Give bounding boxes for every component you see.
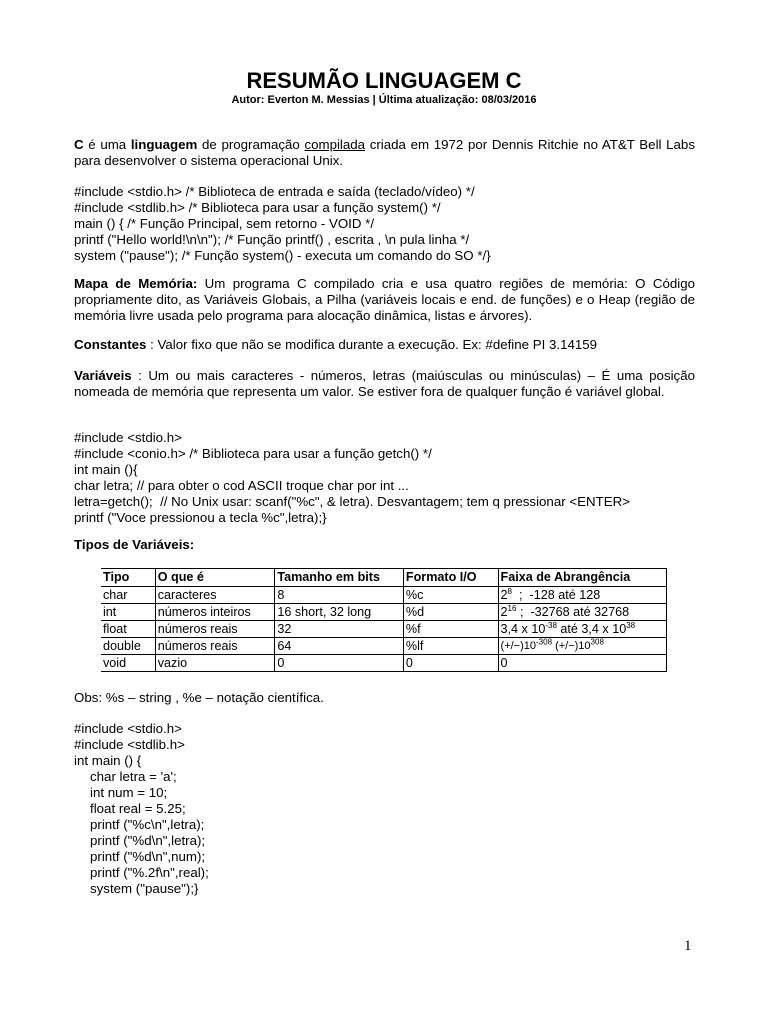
obs-note: Obs: %s – string , %e – notação científica.	[74, 690, 324, 705]
table-header-cell: O que é	[155, 569, 275, 587]
code-line: #include <stdlib.h> /* Biblioteca para usar a função system() */	[74, 200, 441, 215]
intro-text-1: é uma	[83, 137, 131, 152]
table-cell: 3,4 x $10^{-38}$ até 3,4 x $10^{38}$	[498, 621, 666, 638]
code-line: float real = 5.25;	[90, 801, 186, 816]
intro-text-2: de programação	[197, 137, 305, 152]
code-line: #include <conio.h> /* Biblioteca para usar a função getch() */	[74, 446, 432, 461]
intro-text-3: criada em 1972 por Dennis Ritchie no AT&T Bell Labs para desenvolver o sistema operacional Unix.	[74, 137, 695, 168]
mapa-memoria-label: Mapa de Memória:	[74, 276, 198, 291]
variaveis-text: : Um ou mais caracteres - números, letras (maiúsculas ou minúsculas) – É uma posição nomeada de memória que representa um valor. Se estiver fora de qualquer função é variável global.	[74, 368, 695, 399]
code-line: printf ("%c\n",letra);	[90, 817, 205, 832]
table-header-cell: Tipo	[103, 570, 130, 584]
code-line: letra=getch(); // No Unix usar: scanf("%c", & letra). Desvantagem; tem q pressionar <ENTER>	[74, 494, 630, 509]
table-cell: char	[103, 587, 128, 602]
constantes-paragraph	[74, 337, 695, 353]
constantes-label: Constantes	[74, 337, 147, 352]
code-line: char letra = 'a';	[90, 769, 177, 784]
document-subtitle: Autor: Everton M. Messias | Última atualização: 08/03/2016	[231, 94, 537, 106]
table-cell: float	[103, 621, 127, 636]
code-line: char letra; // para obter o cod ASCII troque char por int ...	[74, 478, 409, 493]
table-cell: 64	[275, 638, 404, 655]
variaveis-paragraph	[74, 368, 695, 400]
table-row	[101, 621, 667, 638]
mapa-memoria-paragraph	[74, 276, 695, 324]
table-header-cell: Formato I/O	[403, 569, 498, 587]
table-row	[101, 587, 667, 604]
code-block-main	[74, 721, 695, 897]
code-line: printf ("Hello world!\n\n"); /* Função printf() , escrita , \n pula linha */	[74, 232, 470, 247]
tipos-table	[101, 568, 667, 672]
table-header-cell: Tamanho em bits	[275, 569, 404, 587]
code-line: printf ("%.2f\n",real);	[90, 865, 209, 880]
code-line: #include <stdio.h>	[74, 721, 182, 736]
table-cell: caracteres	[155, 587, 275, 604]
table-header-row	[101, 569, 667, 587]
table-header-cell: Faixa de Abrangência	[498, 569, 666, 587]
code-line: #include <stdio.h>	[74, 430, 182, 445]
tipos-heading: Tipos de Variáveis:	[74, 537, 195, 552]
document-title: RESUMÃO LINGUAGEM C	[246, 68, 522, 93]
table-cell: 16 short, 32 long	[275, 604, 404, 621]
table-cell: %c	[403, 587, 498, 604]
intro-linguagem: linguagem	[130, 137, 198, 152]
table-cell: números reais	[155, 621, 275, 638]
code-line: int num = 10;	[90, 785, 168, 800]
code-line: int main () {	[74, 753, 142, 768]
code-line: printf ("%d\n",letra);	[90, 833, 206, 848]
code-line: printf ("Voce pressionou a tecla %c",letra);}	[74, 510, 327, 525]
intro-c: C	[74, 137, 84, 152]
table-cell: %lf	[403, 638, 498, 655]
table-cell: números inteiros	[155, 604, 275, 621]
code-line: #include <stdio.h> /* Biblioteca de entrada e saída (teclado/vídeo) */	[74, 184, 475, 199]
code-block-hello	[74, 184, 695, 264]
table-cell: double	[103, 638, 141, 653]
table-cell: %f	[403, 621, 498, 638]
constantes-text: : Valor fixo que não se modifica durante a execução. Ex: #define PI 3.14159	[146, 337, 598, 352]
table-cell: int	[103, 604, 117, 619]
code-line: int main (){	[74, 462, 138, 477]
table-cell: 0	[403, 655, 498, 672]
table-cell: 8	[275, 587, 404, 604]
code-block-getch	[74, 430, 695, 526]
code-line: main () { /* Função Principal, sem retorno - VOID */	[74, 216, 375, 231]
table-cell: void	[103, 655, 127, 670]
code-line: system ("pause");}	[90, 881, 199, 896]
code-line: #include <stdlib.h>	[74, 737, 185, 752]
table-cell: $(+/-)10^{-308}$ $(+/-)10^{308}$	[498, 638, 666, 655]
table-cell: %d	[403, 604, 498, 621]
table-row	[101, 638, 667, 655]
page-number: 1	[684, 938, 692, 954]
intro-compilada: compilada	[304, 137, 366, 152]
code-line: system ("pause"); /* Função system() - executa um comando do SO */}	[74, 248, 491, 263]
table-cell: números reais	[155, 638, 275, 655]
table-cell: vazio	[155, 655, 275, 672]
table-row	[101, 655, 667, 672]
mapa-memoria-text: Um programa C compilado cria e usa quatro regiões de memória: O Código propriamente dito, as Variáveis Globais, a Pilha (variáveis locais e end. de funções) e o Heap (região de memória livre usada pelo programa para alocação dinâmica, listas e árvores).	[74, 276, 695, 323]
table-row	[101, 604, 667, 621]
table-cell: $2^{16}$ ; -32768 até 32768	[498, 604, 666, 621]
table-cell: 0	[275, 655, 404, 672]
table-cell: $2^8$ ; -128 até 128	[498, 587, 666, 604]
variaveis-label: Variáveis	[74, 368, 132, 383]
intro-paragraph	[74, 137, 695, 169]
table-cell: 0	[498, 655, 666, 672]
code-line: printf ("%d\n",num);	[90, 849, 206, 864]
table-cell: 32	[275, 621, 404, 638]
